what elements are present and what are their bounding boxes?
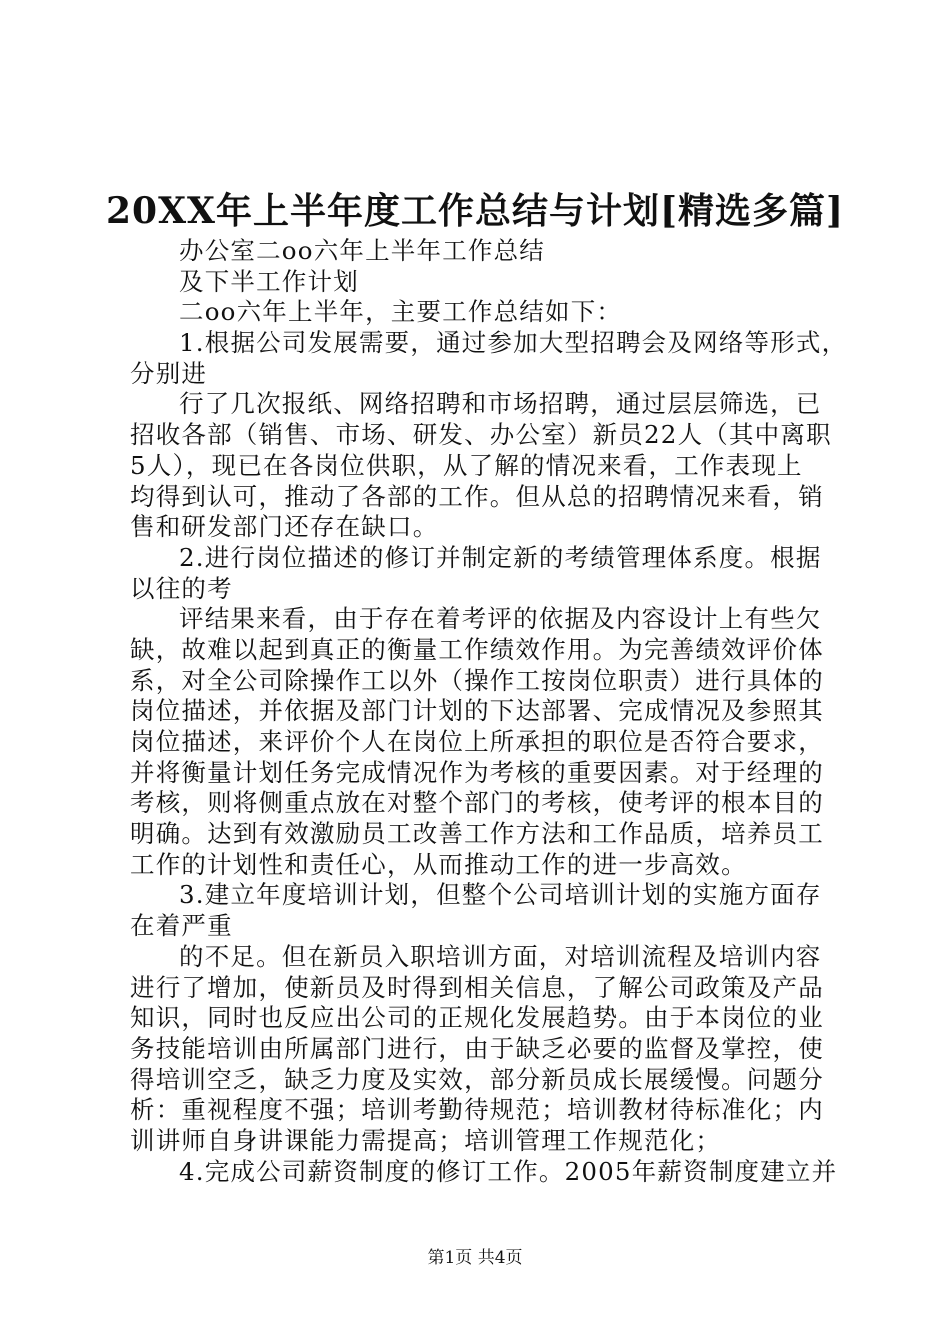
text-line: 岗位描述，来评价个人在岗位上所承担的职位是否符合要求， (130, 727, 824, 756)
text-line: 评结果来看，由于存在着考评的依据及内容设计上有些欠 (179, 604, 822, 634)
text-line: 办公室二oo六年上半年工作总结 (179, 236, 545, 265)
text-line: 以往的考 (130, 573, 233, 603)
text-line: 1.根据公司发展需要，通过参加大型招聘会及网络等形式， (179, 328, 848, 358)
page-footer: 第1页 共4页 (427, 1248, 523, 1268)
text-line: 训讲师自身讲课能力需提高；培训管理工作规范化； (130, 1125, 722, 1155)
text-line: 考核，则将侧重点放在对整个部门的考核，使考评的根本目的 (130, 788, 824, 818)
text-line: 知识，同时也反应出公司的正规化发展趋势。由于本岗位的业 (130, 1003, 824, 1033)
text-line: 售和研发部门还存在缺口。 (130, 512, 439, 542)
text-line: 5人），现已在各岗位供职，从了解的情况来看，工作表现上 (130, 450, 803, 480)
text-line: 工作的计划性和责任心，从而推动工作的进一步高效。 (130, 849, 747, 879)
text-line: 进行了增加，使新员及时得到相关信息，了解公司政策及产品 (130, 972, 824, 1002)
text-line: 在着严重 (130, 911, 233, 941)
text-line: 系，对全公司除操作工以外（操作工按岗位职责）进行具体的 (130, 665, 824, 695)
text-line: 并将衡量计划任务完成情况作为考核的重要因素。对于经理的 (130, 757, 824, 787)
text-line: 析：重视程度不强；培训考勤待规范；培训教材待标准化；内 (130, 1095, 824, 1125)
text-line: 二oo六年上半年，主要工作总结如下： (179, 297, 623, 327)
text-line: 3.建立年度培训计划，但整个公司培训计划的实施方面存 (179, 880, 822, 910)
text-line: 岗位描述，并依据及部门计划的下达部署、完成情况及参照其 (130, 696, 824, 726)
text-line: 的不足。但在新员入职培训方面，对培训流程及培训内容 (179, 941, 822, 971)
text-line: 行了几次报纸、网络招聘和市场招聘，通过层层筛选，已 (179, 389, 822, 419)
document-title: 20XX年上半年度工作总结与计划[精选多篇] (105, 190, 845, 232)
text-line: 得培训空乏，缺乏力度及实效，部分新员成长展缓慢。问题分 (130, 1064, 824, 1094)
text-line: 分别进 (130, 358, 208, 388)
text-line: 4.完成公司薪资制度的修订工作。2005年薪资制度建立并 (179, 1156, 838, 1186)
document-body (130, 236, 848, 1187)
text-line: 及下半工作计划 (179, 266, 359, 296)
text-line: 均得到认可，推动了各部的工作。但从总的招聘情况来看，销 (130, 481, 824, 511)
text-line: 缺，故难以起到真正的衡量工作绩效作用。为完善绩效评价体 (130, 634, 824, 664)
text-line: 务技能培训由所属部门进行，由于缺乏必要的监督及掌控，使 (130, 1033, 824, 1063)
text-line: 招收各部（销售、市场、研发、办公室）新员22人（其中离职 (130, 420, 832, 450)
text-line: 明确。达到有效激励员工改善工作方法和工作品质，培养员工 (130, 819, 824, 849)
text-line: 2.进行岗位描述的修订并制定新的考绩管理体系度。根据 (179, 542, 822, 572)
